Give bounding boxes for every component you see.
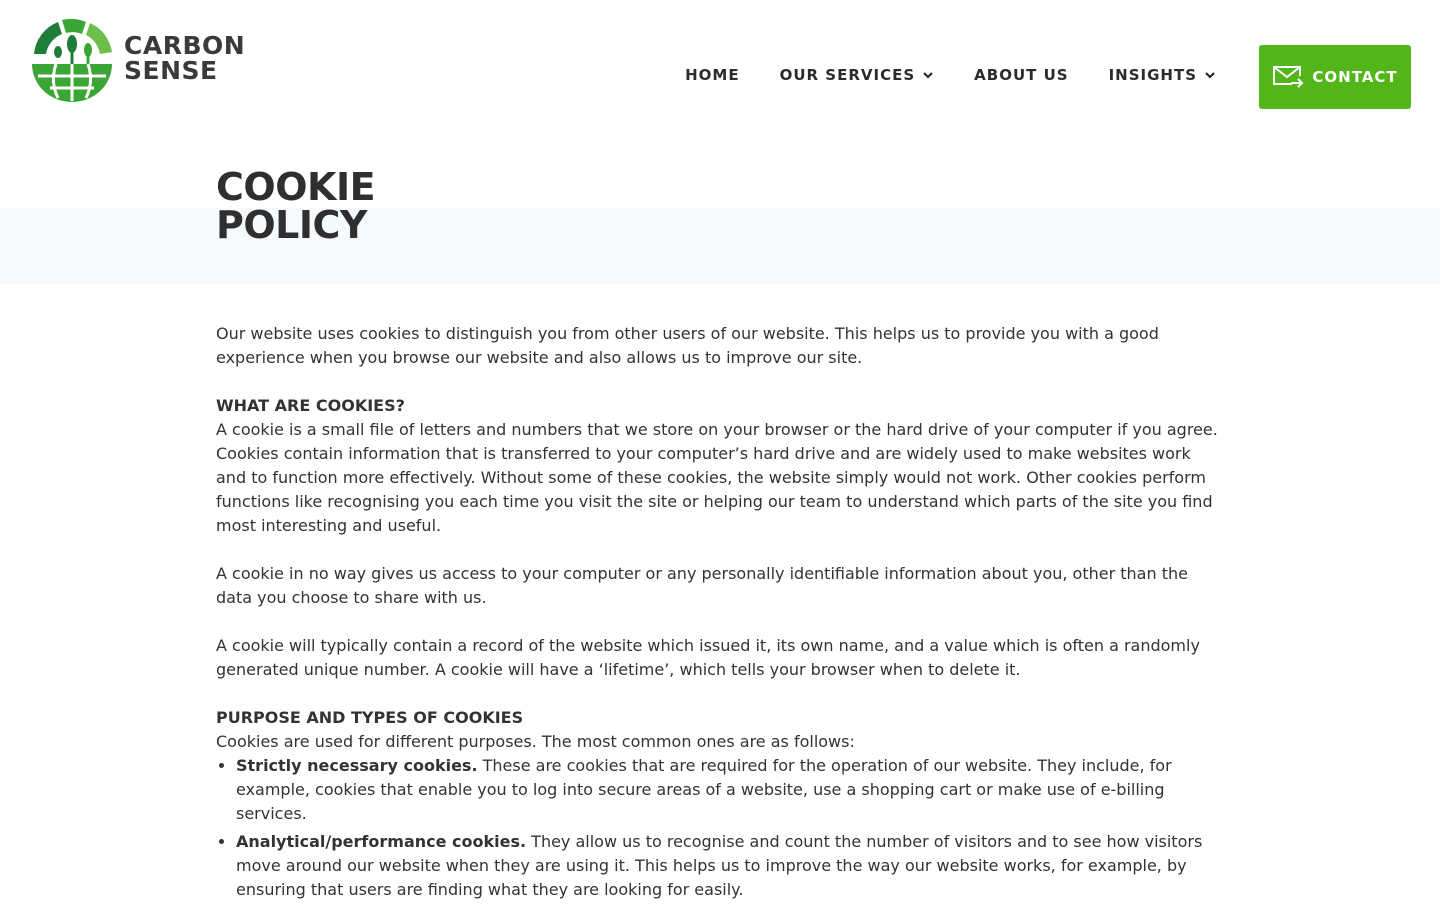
logo-wordmark [124,33,245,83]
chevron-down-icon [922,69,934,81]
list-item [236,830,1224,902]
policy-content [216,322,1224,906]
chevron-down-icon [1204,69,1216,81]
site-header [0,0,1440,140]
contact-button-label: CONTACT [1312,68,1398,86]
nav-insights-label: INSIGHTS [1108,66,1197,84]
page-title-line-2: POLICY [216,203,367,247]
purpose-heading: PURPOSE AND TYPES OF COOKIES [216,708,524,727]
cookie-type-text: These are cookies that are required for the operation of our website. They include, for example, cookies that enable you to log into secure areas of a website, use a shopping cart or make use of e-billing services. [236,756,1172,823]
intro-paragraph: Our website uses cookies to distinguish you from other users of our website. This helps us to provide you with a good experience when you browse our website and also allows us to improve our site. [216,324,1159,367]
logo-line-1: CARBON [124,31,246,60]
page-title [216,165,376,247]
nav-home-label: HOME [685,66,740,84]
nav-about-us-label: ABOUT US [974,66,1069,84]
nav-about-us[interactable] [974,66,1068,84]
what-paragraph-1: A cookie is a small file of letters and numbers that we store on your browser or the hard drive of your computer if you agree. Cookies contain information that is transferred to your computer’s hard drive and are widely used to make websites work and to function more effectively. Without some of these cookies, the website simply would not work. Other cookies perform functions like recognising you each time you visit the site or helping our team to understand which parts of the site you find most interesting and useful. [216,420,1218,535]
cookie-type-term: Strictly necessary cookies. [236,756,478,775]
cookie-type-text: They allow us to recognise and count the number of visitors and to see how visitors move around our website when they are using it. This helps us to improve the way our website works, for example, by ensuring that users are finding what they are looking for easily. [236,832,1203,899]
nav-our-services-label: OUR SERVICES [779,66,916,84]
logo-line-2: SENSE [124,56,218,85]
nav-our-services[interactable] [780,66,935,84]
cookie-type-term: Analytical/performance cookies. [236,832,527,851]
what-paragraph-3: A cookie will typically contain a record of the website which issued it, its own name, and a value which is often a randomly generated unique number. A cookie will have a ‘lifetime’, which tells your browser when to delete it. [216,636,1200,679]
page-title-line-1: COOKIE [216,165,376,209]
nav-insights[interactable] [1109,66,1216,84]
contact-button[interactable] [1259,45,1411,109]
main-nav [685,66,1216,84]
nav-home[interactable] [685,66,739,84]
globe-leaf-logo-icon [28,14,116,102]
what-paragraph-2: A cookie in no way gives us access to your computer or any personally identifiable information about you, other than the data you choose to share with us. [216,564,1188,607]
purpose-intro: Cookies are used for different purposes. The most common ones are as follows: [216,732,855,751]
cookie-types-list [216,754,1224,902]
mail-send-icon [1272,64,1304,90]
list-item [236,754,1224,826]
carbon-sense-logo[interactable] [28,14,246,102]
what-are-cookies-heading: WHAT ARE COOKIES? [216,396,405,415]
